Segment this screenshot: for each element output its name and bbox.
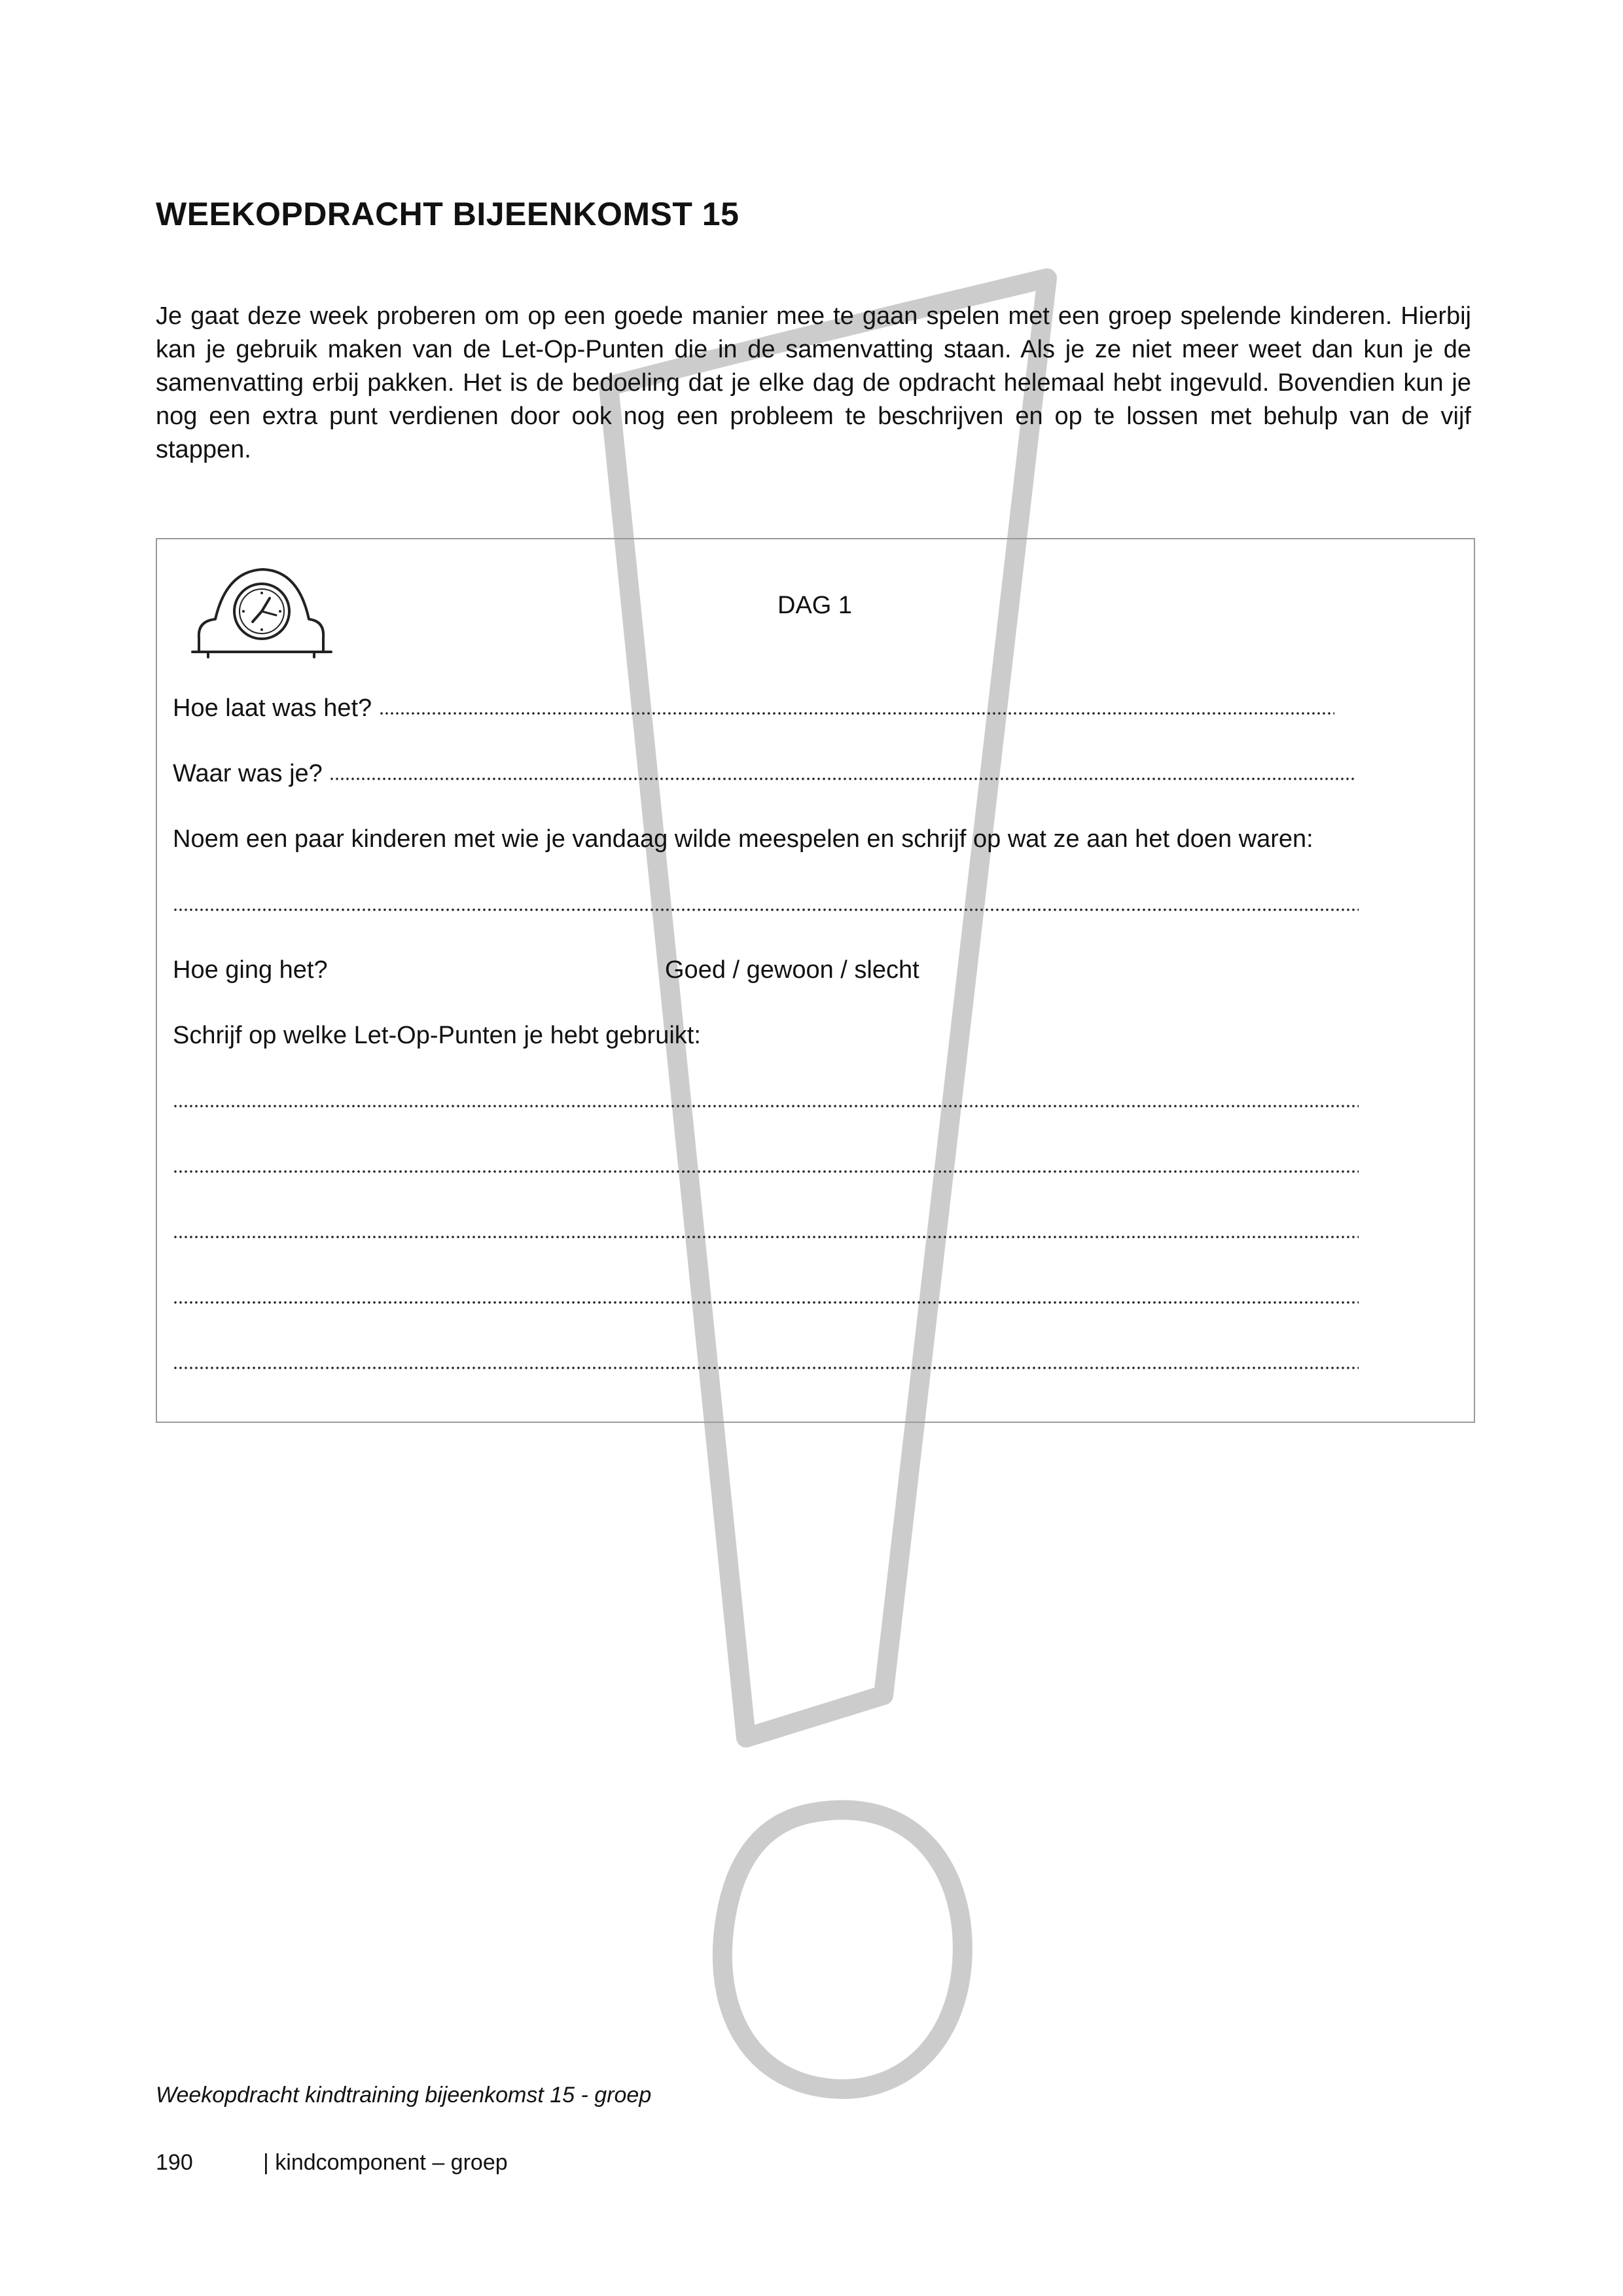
how-options[interactable]: Goed / gewoon / slecht: [665, 956, 919, 984]
kids-question: Noem een paar kinderen met wie je vandaag wilde meespelen en schrijf op wat ze aan het doen waren:: [173, 825, 1313, 853]
intro-paragraph: Je gaat deze week proberen om op een goede manier mee te gaan spelen met een groep spelende kinderen. Hierbij kan je gebruik maken van de Let-Op-Punten die in de samenvatting staan. Als je ze niet meer weet dan kun je de samenvatting erbij pakken. Het is de bedoeling dat je elke dag de opdracht helemaal hebt ingevuld. Bovendien kun je nog een extra punt verdienen door ook nog een probleem te beschrijven en op te lossen met behulp van de vijf stappen.: [156, 302, 1471, 463]
footer-caption: Weekopdracht kindtraining bijeenkomst 15 - groep: [156, 2083, 652, 2108]
day-form: [156, 538, 1475, 1423]
points-question: Schrijf op welke Let-Op-Punten je hebt gebruikt:: [173, 1022, 701, 1049]
points-answer-line[interactable]: [173, 1169, 1359, 1174]
time-answer-line[interactable]: [379, 711, 1334, 716]
day-label: DAG 1: [777, 592, 853, 619]
place-answer-line[interactable]: [329, 776, 1354, 781]
time-question: [173, 692, 1334, 725]
time-question-label: Hoe laat was het?: [173, 694, 372, 722]
points-answer-line[interactable]: [173, 1365, 1359, 1371]
how-question: Hoe ging het?: [173, 956, 328, 984]
points-answer-line[interactable]: [173, 1103, 1359, 1109]
mantel-clock-icon: [186, 559, 336, 664]
place-question: [173, 757, 1354, 790]
place-question-label: Waar was je?: [173, 760, 323, 787]
points-answer-line[interactable]: [173, 1300, 1359, 1305]
points-answer-line[interactable]: [173, 1234, 1359, 1240]
page-number: 190: [156, 2150, 193, 2175]
running-head: | kindcomponent – groep: [263, 2150, 508, 2175]
page-title: WEEKOPDRACHT BIJEENKOMST 15: [156, 196, 740, 232]
kids-answer-line[interactable]: [173, 907, 1359, 912]
